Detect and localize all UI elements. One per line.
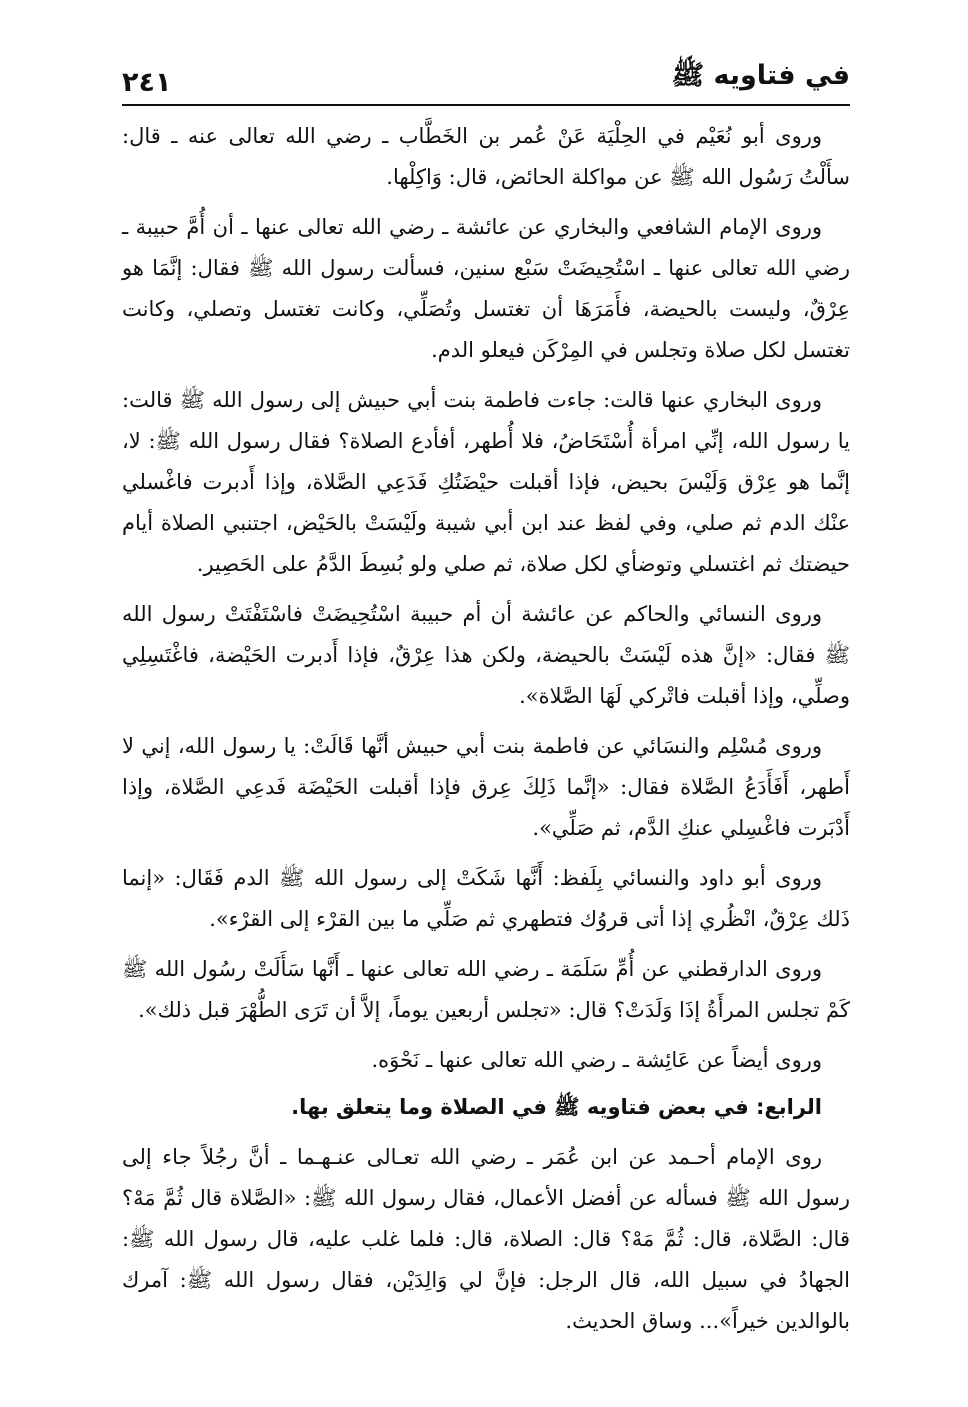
running-title: في فتاويه ﷺ — [671, 60, 850, 91]
paragraph-nasai-hakim: وروى النسائي والحاكم عن عائشة أن أم حبيبة اسْتُحِيضَتْ فاسْتَفْتَتْ رسول الله ﷺ فقال: «إنَّ هذه لَيْسَتْ بالحيضة، ولكن هذا عِرْقٌ، فإذا أَدبرت الحَيْضة، فاغْتَسِلِي وصلِّي، وإذا أقبلت فاتْركي لَهَا الصَّلاة». — [122, 602, 850, 708]
header-rule — [122, 104, 850, 106]
paragraph-daraqutni: وروى الدارقطني عن أُمِّ سَلَمَة ـ رضي الله تعالى عنها ـ أَنَّها سَأَلَتْ رسُول الله ﷺ كَمْ تجلس المرأَةُ إذَا وَلَدَتْ؟ قال: «تجلس أربعين يوماً، إلاَّ أن تَرَى الطُّهْرَ قبل ذلك». — [122, 957, 850, 1022]
paragraph-muslim-nasai: وروى مُسْلِم والنسَائي عن فاطمة بنت أبي حبيش أنَّها قَالَتْ: يا رسول الله، إني لا أَطهر، أَفَأَدَعُ الصَّلاة فقال: «إنَّما ذَلِكَ عِرق فإذا أقبلت الحَيْضَة فَدعِي الصَّلاة، وإذا أَدْبَرت فاغْسِلي عنكِ الدَّم، ثم صَلِّي». — [122, 734, 850, 840]
section-heading: الرابع: في بعض فتاويه ﷺ في الصلاة وما يتعلق بها. — [291, 1095, 822, 1119]
page-body — [122, 116, 850, 1351]
paragraph-abu-nuaym: وروى أبو نُعَيْم في الحِلْيَة عَنْ عُمر بن الخَطَّاب ـ رضي الله تعالى عنه ـ قال: سأَلْتُ رَسُول الله ﷺ عن مواكلة الحائض، قال: وَاكِلْها. — [122, 124, 850, 189]
paragraph-shafii-bukhari: وروى الإمام الشافعي والبخاري عن عائشة ـ رضي الله تعالى عنها ـ أن أُمَّ حبيبة ـ رضي الله تعالى عنها ـ اسْتُحِيضَتْ سَبْع سنين، فسألت رسول الله ﷺ فقال: إنَّمَا هو عِرْقٌ، وليست بالحيضة، فأَمَرَهَا أن تغتسل وتُصَلِّي، وكانت تغتسل وتصلي، وكانت تغتسل لكل صلاة وتجلس في المِرْكَن فيعلو الدم. — [122, 215, 850, 362]
paragraph-aisha-similar: وروى أيضاً عن عَائِشة ـ رضي الله تعالى عنها ـ نَحْوَه. — [371, 1048, 822, 1072]
page-number: ٢٤١ — [122, 67, 172, 98]
page-header — [122, 62, 850, 102]
paragraph-bukhari-fatima: وروى البخاري عنها قالت: جاءت فاطمة بنت أبي حبيش إلى رسول الله ﷺ قالت: يا رسول الله، إنِّي امرأة أُسْتَحَاضُ، فلا أُطهر، أفأدع الصلاة؟ فقال رسول الله ﷺ: لا، إنَّما هو عِرْق وَلَيْسَ بحيض، فإذا أقبلت حيْضَتُكِ فَدَعِي الصَّلاة، وإذا أَدبرت فاغْسلي عنْك الدم ثم صلي، وفي لفظ عند ابن أبي شيبة ولَيْسَتْ بالحَيْض، اجتنبي الصلاة أيام حيضتك ثم اغتسلي وتوضأي لكل صلاة، ثم صلي ولو بُسِطَ الدَّمُ على الحَصِير. — [122, 388, 850, 576]
paragraph-ahmad-ibn-umar: روى الإمام أحـمد عن ابن عُمَر ـ رضي الله تعـالى عنـهـما ـ أنَّ رجُلاً جاء إلى رسول الله ﷺ فسأله عن أفضل الأعمال، فقال رسول الله ﷺ: «الصَّلاة قال ثُمَّ مَهْ؟ قال: الصَّلاة، قال: ثُمَّ مَهْ؟ قال: الصلاة، قال: فلما غلب عليه، قال رسول الله ﷺ: الجهادُ في سبيل الله، قال الرجل: فإنَّ لي وَالِدَيْن، فقال رسول الله ﷺ: آمرك بالوالدين خيراً»... وساق الحديث. — [122, 1145, 850, 1333]
paragraph-abu-dawud: وروى أبو داود والنسائي بِلَفظ: أَنَّها شَكَتْ إلى رسول الله ﷺ الدم فَقَال: «إنما ذَلك عِرْقٌ، انْظُري إذا أتى قروُك فتطهري ثم صَلِّي ما بين القرْء إلى القرْء». — [122, 866, 850, 931]
